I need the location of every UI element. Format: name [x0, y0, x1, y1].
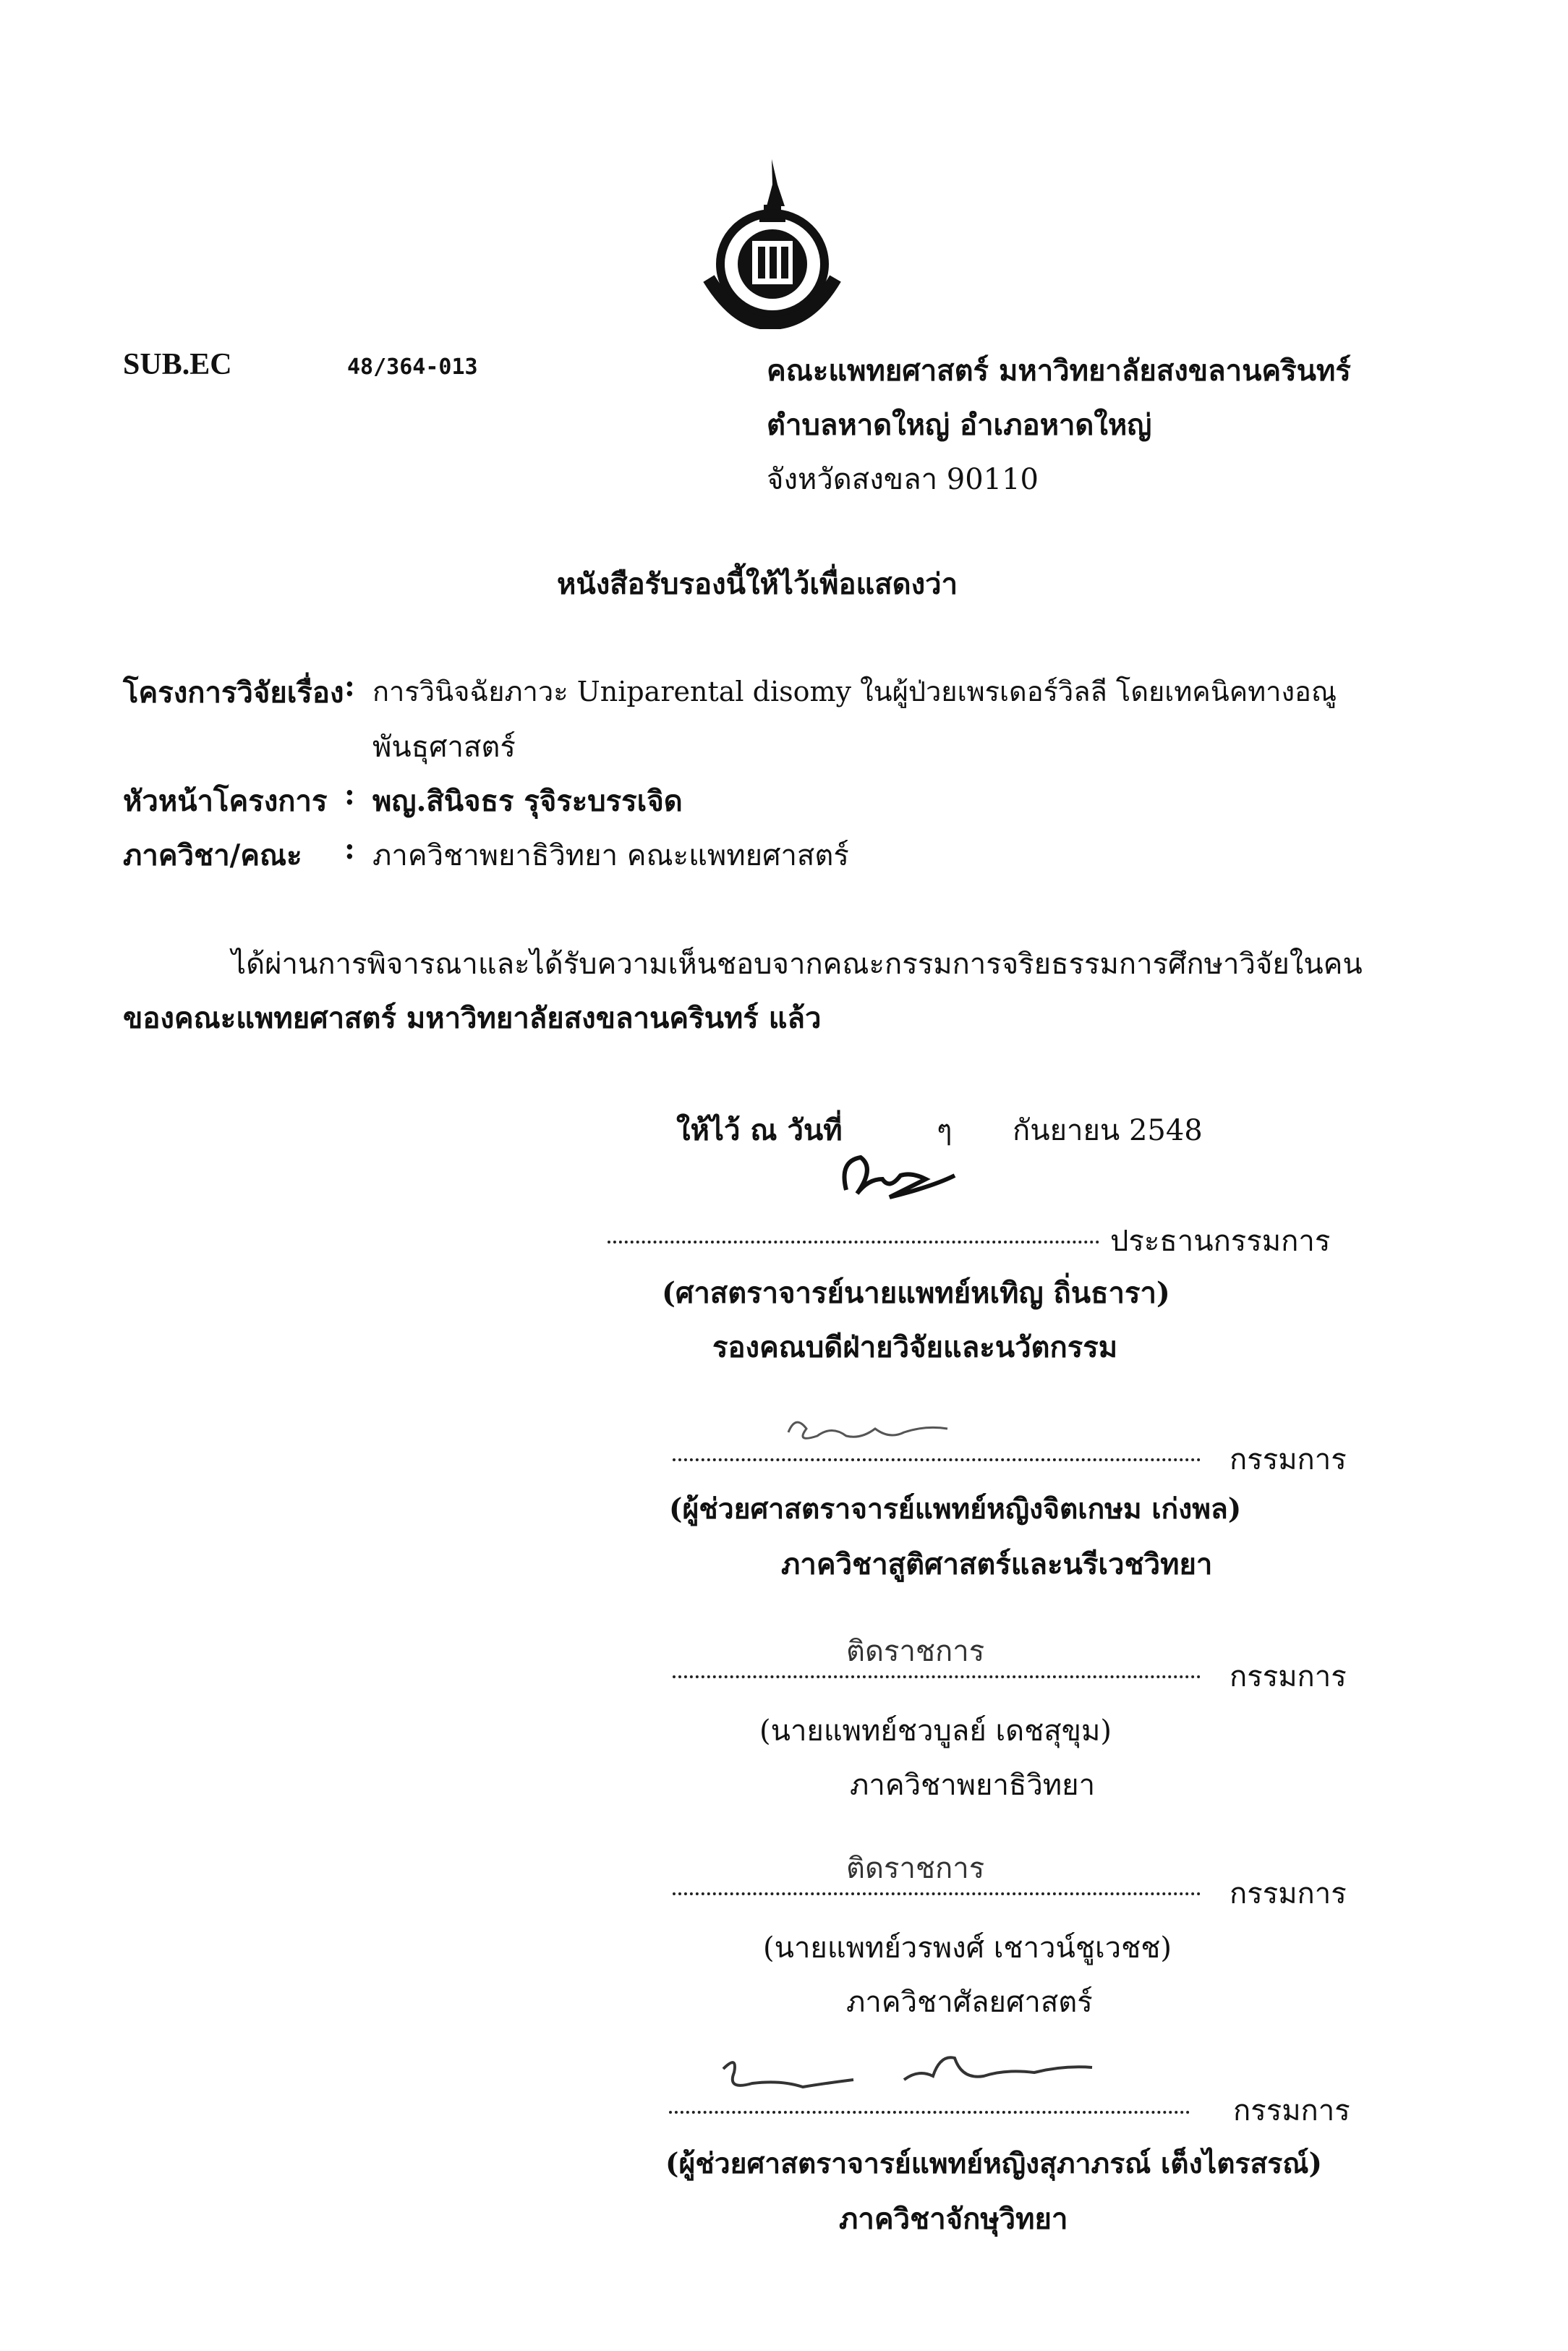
project-title-separator: :: [344, 669, 355, 703]
role-member-2: กรรมการ: [1230, 1443, 1347, 1476]
signature-line-member-3: [673, 1675, 1201, 1678]
role-chair: ประธานกรรมการ: [1110, 1225, 1331, 1258]
certificate-title: หนังสือรับรองนี้ให้ไว้เพื่อแสดงว่า: [557, 567, 958, 601]
address-line-2: ตำบลหาดใหญ่ อำเภอหาดใหญ่: [767, 408, 1152, 442]
date-month-year: กันยายน 2548: [1013, 1114, 1203, 1147]
signature-member-2: [781, 1411, 969, 1457]
role-member-3: กรรมการ: [1230, 1660, 1347, 1693]
name-member-3: (นายแพทย์ชวบูลย์ เดชสุขุม): [759, 1714, 1112, 1748]
project-title-label: โครงการวิจัยเรื่อง: [123, 676, 344, 710]
role-member-4: กรรมการ: [1230, 1877, 1347, 1910]
signature-line-member-2: [673, 1458, 1201, 1461]
date-prefix: ให้ไว้ ณ วันที่: [676, 1113, 843, 1147]
position-chair: รองคณบดีฝ่ายวิจัยและนวัตกรรม: [712, 1330, 1118, 1364]
project-title-value: การวินิจฉัยภาวะ Uniparental disomy ในผู้ป่วยเพรเดอร์วิลลี โดยเทคนิคทางอณู: [372, 676, 1337, 707]
date-day: ๆ: [937, 1114, 953, 1147]
signature-member-5: [716, 2040, 1121, 2108]
role-member-5: กรรมการ: [1233, 2094, 1350, 2127]
position-member-4: ภาควิชาศัลยศาสตร์: [846, 1986, 1093, 2019]
department-separator: :: [344, 832, 355, 866]
name-member-4: (นายแพทย์วรพงศ์ เชาวน์ชูเวชช): [763, 1931, 1172, 1965]
project-leader-label: หัวหน้าโครงการ: [123, 784, 328, 818]
reference-code: SUB.EC: [123, 348, 232, 381]
position-member-3: ภาควิชาพยาธิวิทยา: [850, 1769, 1096, 1802]
reference-number: 48/364-013: [347, 354, 478, 380]
name-member-5: (ผู้ช่วยศาสตราจารย์แพทย์หญิงสุภาภรณ์ เต็งไตรสรณ์): [665, 2147, 1322, 2180]
position-member-5: ภาควิชาจักษุวิทยา: [839, 2202, 1068, 2236]
approval-text-line-2: ของคณะแพทยศาสตร์ มหาวิทยาลัยสงขลานครินทร์ แล้ว: [123, 1001, 822, 1035]
note-member-3: ติดราชการ: [846, 1635, 985, 1668]
address-line-3: จังหวัดสงขลา 90110: [767, 463, 1039, 496]
project-title-value-cont: พันธุศาสตร์: [372, 731, 516, 764]
project-leader-value: พญ.สินิจธร รุจิระบรรเจิด: [372, 784, 683, 818]
note-member-4: ติดราชการ: [846, 1852, 985, 1885]
signature-chair: [832, 1147, 962, 1215]
address-line-1: คณะแพทยศาสตร์ มหาวิทยาลัยสงขลานครินทร์: [767, 354, 1351, 388]
signature-line-member-5: [669, 2111, 1190, 2114]
department-value: ภาควิชาพยาธิวิทยา คณะแพทยศาสตร์: [372, 839, 849, 872]
project-leader-separator: :: [344, 778, 355, 812]
faculty-seal-logo: [694, 156, 850, 329]
name-member-2: (ผู้ช่วยศาสตราจารย์แพทย์หญิงจิตเกษม เก่งพล): [669, 1492, 1242, 1526]
approval-text-line-1: ได้ผ่านการพิจารณาและได้รับความเห็นชอบจากคณะกรรมการจริยธรรมการศึกษาวิจัยในคน: [231, 948, 1363, 981]
department-label: ภาควิชา/คณะ: [123, 838, 302, 872]
position-member-2: ภาควิชาสูติศาสตร์และนรีเวชวิทยา: [781, 1547, 1213, 1581]
signature-line-chair: [608, 1241, 1099, 1243]
signature-line-member-4: [673, 1892, 1201, 1895]
name-chair: (ศาสตราจารย์นายแพทย์หเทิญ ถิ่นธารา): [662, 1276, 1170, 1310]
